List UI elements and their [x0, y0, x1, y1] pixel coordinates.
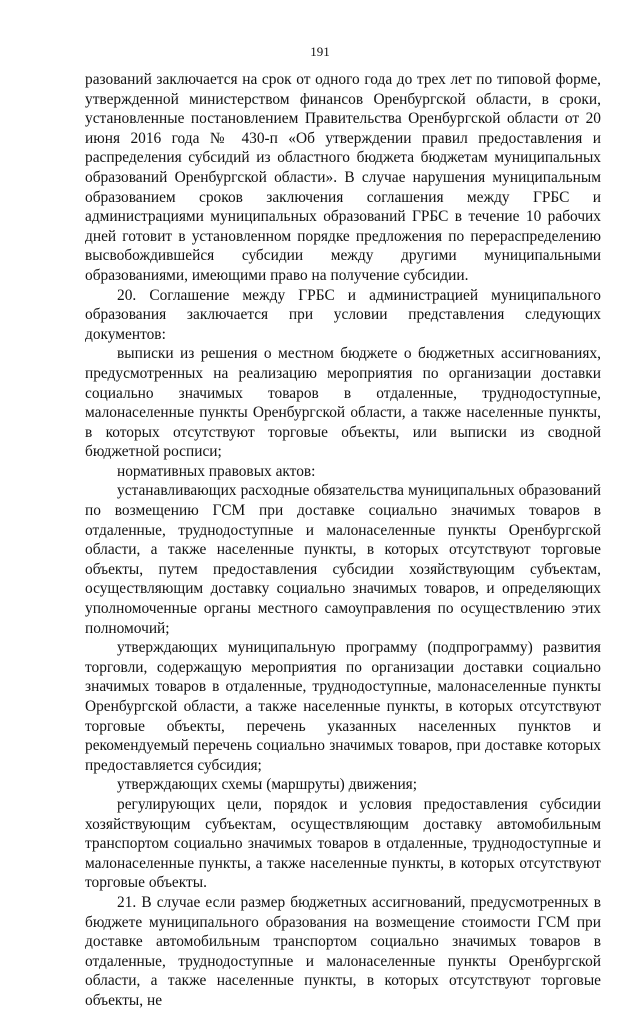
paragraph: регулирующих цели, порядок и условия предоставления субсидии хозяйствующим субъектам, осуществляющим доставку автомобильным транспортом социально значимых товаров в отдаленные, труднодоступные и малонаселенные пункты, а также населенные пункты, в которых отсутствуют торговые объекты. [85, 795, 601, 892]
paragraph: нормативных правовых актов: [117, 462, 316, 480]
paragraph: выписки из решения о местном бюджете о бюджетных ассигнованиях, предусмотренных на реализацию мероприятия по организации доставки социально значимых товаров в отдаленные, труднодоступные, малонаселенные пункты Оренбургской области, а также населенные пункты, в которых отсутствуют торговые объекты, или выписки из сводной бюджетной росписи; [85, 345, 601, 461]
paragraph: утверждающих муниципальную программу (подпрограмму) развития торговли, содержащую мероприятия по организации доставки социально значимых товаров в отдаленные, труднодоступные, малонаселенные пункты Оренбургской области, а также населенные пункты, в которых отсутствуют торговые объекты, перечень указанных населенных пунктов и рекомендуемый перечень социально значимых товаров, при доставке которых предоставляется субсидия; [85, 639, 601, 774]
paragraph: утверждающих схемы (маршруты) движения; [117, 776, 418, 794]
paragraph: 20. Соглашение между ГРБС и администрацией муниципального образования заключается при условии представления следующих документов: [85, 286, 601, 343]
document-body [85, 70, 601, 1011]
paragraph: устанавливающих расходные обязательства муниципальных образований по возмещению ГСМ при доставке социально значимых товаров в отдаленные, труднодоступные и малонаселенные пункты Оренбургской области, а также населенные пункты, в которых отсутствуют торговые объекты, путем предоставления субсидии хозяйствующим субъектам, осуществляющим доставку социально значимых товаров, и определяющих уполномоченные органы местного самоуправления по осуществлению этих полномочий; [85, 482, 601, 637]
page-number: 191 [310, 44, 330, 59]
paragraph: разований заключается на срок от одного года до трех лет по типовой форме, утвержденной министерством финансов Оренбургской области, в сроки, установленные постановлением Правительства Оренбургской области от 20 июня 2016 года № 430-п «Об утверждении правил предоставления и распределения субсидий из областного бюджета бюджетам муниципальных образований Оренбургской области». В случае нарушения муниципальным образованием сроков заключения соглашения между ГРБС и администрациями муниципальных образований ГРБС в течение 10 рабочих дней готовит в установленном порядке предложения по перераспределению высвобождившейся субсидии между другими муниципальными образованиями, имеющими право на получение субсидии. [85, 71, 601, 284]
paragraph: 21. В случае если размер бюджетных ассигнований, предусмотренных в бюджете муниципального образования на возмещение стоимости ГСМ при доставке автомобильным транспортом социально значимых товаров в отдаленные, труднодоступные и малонаселенные пункты Оренбургской области, а также населенные пункты, в которых отсутствуют торговые объекты, не [85, 893, 601, 1009]
